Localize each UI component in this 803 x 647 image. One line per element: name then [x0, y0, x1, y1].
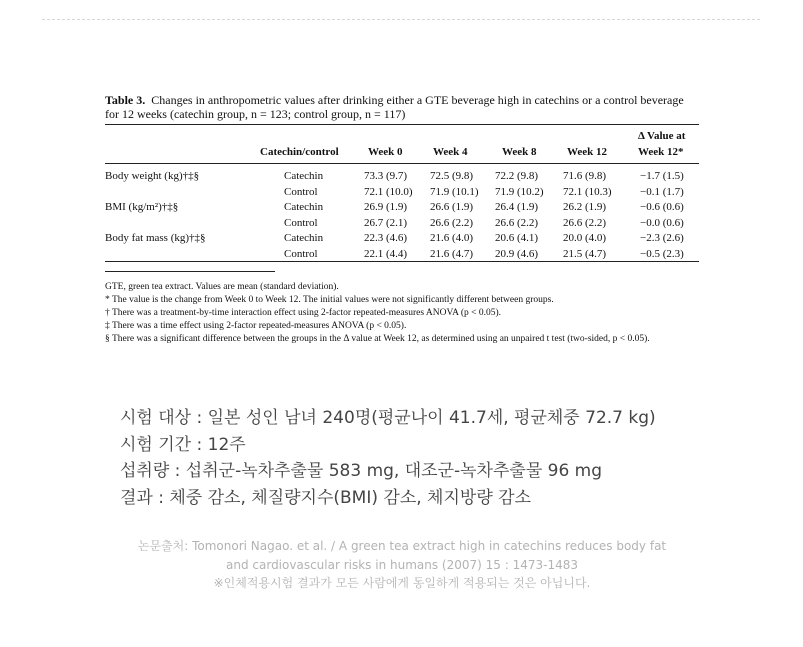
table-title: Changes in anthropometric values after drinking either a GTE beverage high in catechins or a control beverage for 12 weeks (catechin group, n = 123; control group, n = 117)	[105, 93, 684, 121]
cell-week8: 26.6 (2.2)	[495, 216, 539, 229]
note-double-dagger: ‡ There was a time effect using 2-factor repeated-measures ANOVA (p < 0.05).	[105, 321, 407, 331]
cell-week4: 71.9 (10.1)	[430, 185, 479, 198]
cell-group: Control	[284, 216, 318, 229]
citation-disclaimer: ※인체적용시험 결과가 모든 사람에게 동일하게 적용되는 것은 아닙니다.	[213, 576, 591, 590]
header-week8: Week 8	[502, 146, 537, 158]
row-label: BMI (kg/m²)†‡§	[105, 201, 179, 213]
cell-week4: 21.6 (4.0)	[430, 232, 474, 244]
cell-group: Control	[284, 247, 318, 260]
header-week4: Week 4	[433, 146, 468, 158]
cell-week0: 26.9 (1.9)	[364, 201, 408, 213]
header-delta-line1: Δ Value at	[638, 130, 686, 142]
cell-week12: 26.2 (1.9)	[563, 201, 607, 213]
cell-delta: −0.0 (0.6)	[640, 216, 684, 229]
note-abbrev: GTE, green tea extract. Values are mean (standard deviation).	[105, 282, 339, 292]
summary-result: 결과 : 체중 감소, 체질량지수(BMI) 감소, 체지방량 감소	[120, 487, 531, 508]
cell-group: Control	[284, 185, 318, 198]
cell-group: Catechin	[284, 170, 324, 182]
cell-week8: 20.6 (4.1)	[495, 232, 539, 244]
note-star: * The value is the change from Week 0 to Week 12. The initial values were not significantly different between groups.	[105, 295, 554, 305]
cell-delta: −1.7 (1.5)	[640, 170, 684, 182]
table-bottom-rule	[105, 261, 699, 262]
row-label: Body fat mass (kg)†‡§	[105, 232, 206, 244]
table-header-rule	[105, 163, 699, 164]
note-dagger: † There was a treatment-by-time interaction effect using 2-factor repeated-measures ANOVA (p < 0.05).	[105, 308, 502, 318]
note-section: § There was a significant difference between the groups in the Δ value at Week 12, as determined using an unpaired t test (two-sided, p < 0.05).	[105, 334, 650, 344]
citation	[62, 537, 742, 593]
cell-week4: 21.6 (4.7)	[430, 247, 474, 260]
cell-week0: 22.3 (4.6)	[364, 232, 408, 244]
study-table-image	[102, 80, 702, 370]
summary-intake: 섭취량 : 섭취군-녹차추출물 583 mg, 대조군-녹차추출물 96 mg	[120, 461, 603, 481]
cell-week8: 26.4 (1.9)	[495, 201, 539, 213]
cell-week4: 26.6 (2.2)	[430, 216, 474, 229]
cell-delta: −2.3 (2.6)	[640, 232, 684, 244]
cell-week12: 72.1 (10.3)	[563, 185, 612, 198]
header-group: Catechin/control	[260, 146, 339, 158]
cell-week8: 20.9 (4.6)	[495, 247, 539, 260]
cell-week0: 72.1 (10.0)	[364, 185, 413, 198]
row-label: Body weight (kg)†‡§	[105, 170, 200, 182]
cell-delta: −0.5 (2.3)	[640, 247, 684, 260]
cell-week8: 72.2 (9.8)	[495, 170, 539, 182]
citation-line1: 논문출처: Tomonori Nagao. et al. / A green tea extract high in catechins reduces body fat	[137, 539, 667, 553]
header-week12: Week 12	[567, 146, 608, 158]
table-top-rule	[105, 124, 699, 125]
study-summary	[120, 405, 656, 511]
table-caption	[105, 93, 700, 121]
cell-week12: 20.0 (4.0)	[563, 232, 607, 244]
cell-week12: 21.5 (4.7)	[563, 247, 607, 260]
cell-week0: 26.7 (2.1)	[364, 216, 408, 229]
summary-period: 시험 기간 : 12주	[120, 434, 246, 455]
cell-delta: −0.6 (0.6)	[640, 201, 684, 213]
cell-group: Catechin	[284, 201, 324, 213]
cell-week4: 26.6 (1.9)	[430, 201, 474, 213]
notes-rule	[105, 271, 275, 272]
table-notes	[105, 281, 701, 346]
cell-week4: 72.5 (9.8)	[430, 170, 474, 182]
table-number: Table 3.	[105, 93, 146, 107]
cell-group: Catechin	[284, 232, 324, 244]
cell-delta: −0.1 (1.7)	[640, 185, 684, 198]
header-delta-line2: Week 12*	[638, 146, 684, 158]
cell-week0: 73.3 (9.7)	[364, 170, 408, 182]
cell-week12: 26.6 (2.2)	[563, 216, 607, 229]
citation-line2: and cardiovascular risks in humans (2007) 15 : 1473-1483	[226, 557, 578, 572]
cell-week12: 71.6 (9.8)	[563, 170, 607, 182]
top-divider	[42, 19, 760, 20]
cell-week8: 71.9 (10.2)	[495, 185, 544, 198]
summary-subjects: 시험 대상 : 일본 성인 남녀 240명(평균나이 41.7세, 평균체중 72.7 kg)	[120, 408, 656, 428]
cell-week0: 22.1 (4.4)	[364, 247, 408, 260]
header-week0: Week 0	[368, 146, 403, 158]
